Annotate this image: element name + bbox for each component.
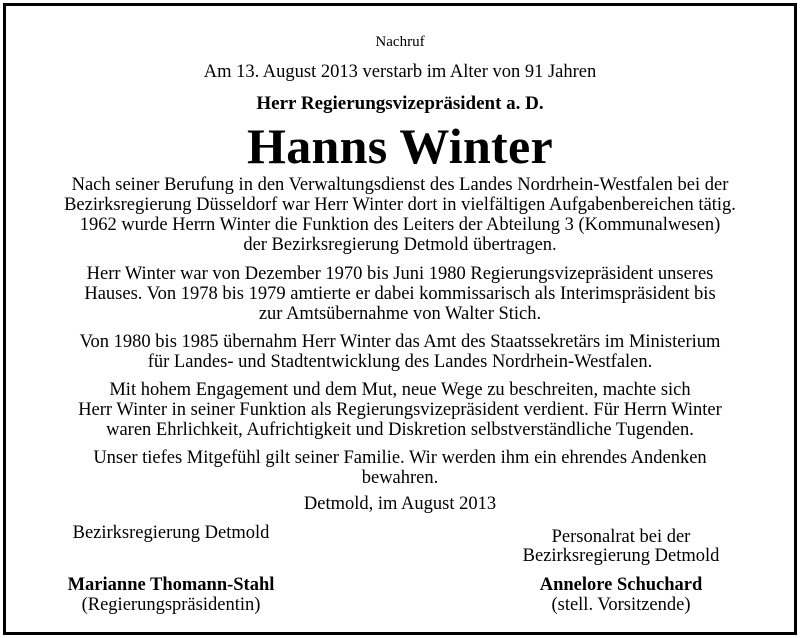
right-signature-org: Bezirksregierung Detmold — [522, 546, 720, 566]
left-signature-org: Bezirksregierung Detmold — [72, 523, 270, 543]
left-signature-name: Marianne Thomann-Stahl — [67, 575, 275, 595]
deceased-name: Hanns Winter — [247, 118, 553, 174]
body-line: Mit hohem Engagement und dem Mut, neue Wege zu beschreiten, machte sich — [109, 380, 691, 400]
body-line: Von 1980 bis 1985 übernahm Herr Winter das Amt des Staatssekretärs im Ministerium — [79, 332, 721, 352]
body-line: Herr Winter war von Dezember 1970 bis Juni 1980 Regierungsvizepräsident unseres — [86, 264, 714, 284]
deceased-title: Herr Regierungsvizepräsident a. D. — [256, 93, 544, 114]
body-line: waren Ehrlichkeit, Aufrichtigkeit und Diskretion selbstverständliche Tugenden. — [106, 420, 694, 440]
right-signature-org: Personalrat bei der — [551, 527, 691, 547]
body-line: zur Amtsübernahme von Walter Stich. — [258, 304, 542, 324]
place-date: Detmold, im August 2013 — [303, 494, 497, 514]
left-signature-role: (Regierungspräsidentin) — [81, 595, 261, 615]
right-signature-name: Annelore Schuchard — [539, 575, 703, 595]
body-line: bewahren. — [361, 468, 439, 488]
body-line: Hauses. Von 1978 bis 1979 amtierte er dabei kommissarisch als Interimspräsident bis — [84, 284, 716, 304]
body-line: der Bezirksregierung Detmold übertragen. — [243, 235, 557, 255]
obituary-notice — [3, 3, 797, 635]
right-signature-role: (stell. Vorsitzende) — [551, 595, 691, 615]
body-line: Nach seiner Berufung in den Verwaltungsdienst des Landes Nordrhein-Westfalen bei der — [71, 175, 729, 195]
body-line: Bezirksregierung Düsseldorf war Herr Winter dort in vielfältigen Aufgabenbereichen tätig. — [64, 195, 736, 215]
body-line: 1962 wurde Herrn Winter die Funktion des Leiters der Abteilung 3 (Kommunalwesen) — [79, 215, 721, 235]
notice-label: Nachruf — [375, 34, 425, 50]
body-line: Unser tiefes Mitgefühl gilt seiner Familie. Wir werden ihm ein ehrendes Andenken — [93, 448, 707, 468]
body-line: für Landes- und Stadtentwicklung des Landes Nordrhein-Westfalen. — [147, 352, 653, 372]
body-line: Herr Winter in seiner Funktion als Regierungsvizepräsident verdient. Für Herrn Winter — [78, 400, 722, 420]
death-announcement: Am 13. August 2013 verstarb im Alter von 91 Jahren — [203, 62, 597, 82]
